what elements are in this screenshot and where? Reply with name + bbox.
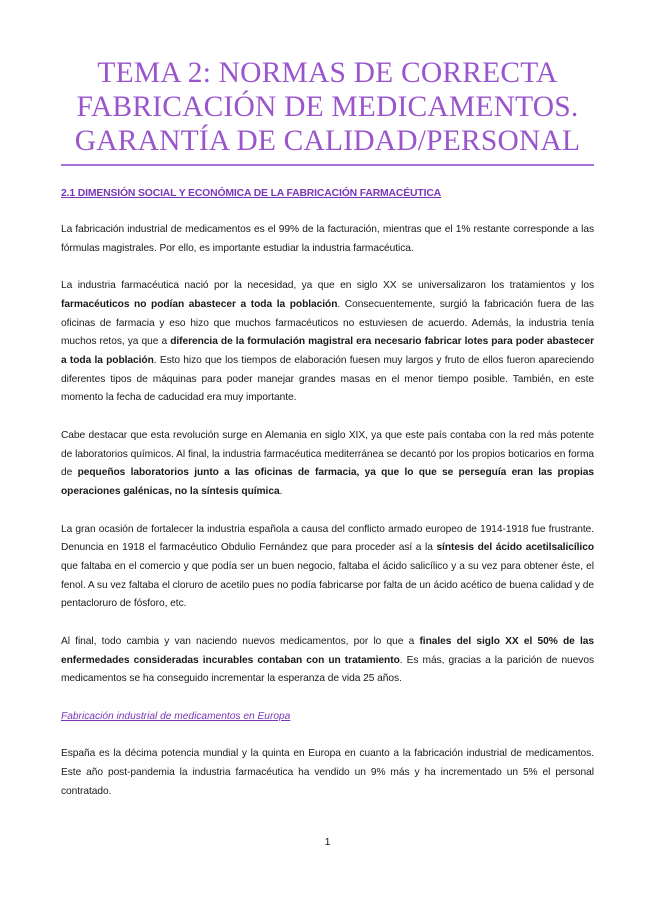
paragraph-1-text: La fabricación industrial de medicamentos es el 99% de la facturación, mientras que el 1% restante corresponde a las fórmulas magistrales. Por ello, es importante estudiar la industria farmacéutica.: [61, 224, 594, 254]
title-line-2: FABRICACIÓN DE MEDICAMENTOS.: [76, 91, 579, 123]
title-line-1: TEMA 2: NORMAS DE CORRECTA: [97, 57, 558, 89]
paragraph-4-text-a: La gran ocasión de fortalecer la industria española a causa del conflicto armado europeo de 1914-1918 fue frustrante. Denuncia en 1918 el farmacéutico Obdulio Fernández que para proceder así a la: [61, 523, 594, 554]
section-heading: 2.1 DIMENSIÓN SOCIAL Y ECONÓMICA DE LA FABRICACIÓN FARMACÉUTICA: [61, 188, 442, 199]
paragraph-5-bold-a: finales del siglo XX el 50% de las enfermedades consideradas incurables contaban con un tratamiento: [61, 635, 594, 666]
paragraph-1: [61, 221, 594, 258]
paragraph-3-bold-a: pequeños laboratorios junto a las oficinas de farmacia, ya que lo que se perseguía eran las propias operaciones galénicas, no la síntesis química: [61, 467, 594, 498]
paragraph-6: [61, 745, 594, 801]
paragraph-5-text-a: Al final, todo cambia y van naciendo nuevos medicamentos, por lo que a: [61, 635, 420, 647]
paragraph-2-text-b: . Consecuentemente, surgió la fabricación fuera de las oficinas de farmacia y eso hizo que muchos farmacéuticos no estuviesen de acuerdo. Además, la industria tenía muchos retos, ya que a: [61, 298, 594, 348]
paragraph-3: [61, 427, 594, 502]
paragraph-5: [61, 633, 594, 689]
paragraph-2-text-a: La industria farmacéutica nació por la necesidad, ya que en siglo XX se universalizaron los tratamientos y los: [61, 280, 594, 292]
paragraph-6-text: España es la décima potencia mundial y la quinta en Europa en cuanto a la fabricación industrial de medicamentos. Este año post-pandemia la industria farmacéutica ha vendido un 9% más y ha incrementado un 5% el personal contratado.: [61, 748, 594, 797]
paragraph-2-bold-a: farmacéuticos no podían abastecer a toda la población: [61, 298, 338, 310]
paragraph-4-text-b: que faltaba en el comercio y que podía ser un buen negocio, faltaba el ácido salicílico y a su vez para obtener éste, el fenol. A su vez faltaba el cloruro de acetilo pues no podía fabricarse por falta de un ácido acético de buena calidad y de pentacloruro de fósforo, etc.: [61, 560, 594, 610]
paragraph-4: [61, 521, 594, 615]
paragraph-5-text-b: . Es más, gracias a la parición de nuevos medicamentos se ha conseguido incrementar la esperanza de vida 25 años.: [61, 654, 594, 685]
document-page: [0, 56, 655, 904]
paragraph-3-text-a: Cabe destacar que esta revolución surge en Alemania en siglo XIX, ya que este país contaba con la red más potente de laboratorios químicos. Al final, la industria farmacéutica mediterránea se decantó por los propios boticarios en forma de: [61, 429, 594, 479]
paragraph-2: [61, 277, 594, 408]
title-divider: [61, 164, 594, 166]
subheading-europe: Fabricación industrial de medicamentos en Europa: [61, 710, 291, 722]
paragraph-2-text-c: . Esto hizo que los tiempos de elaboración fuesen muy largos y fruto de ellos fueron apareciendo diferentes tipos de máquinas para poder manejar grandes masas en el menor tiempo posible. También, en este momento la fecha de caducidad era muy importante.: [61, 355, 594, 404]
page-title: [61, 56, 594, 158]
paragraph-4-bold-a: síntesis del ácido acetilsalicílico: [436, 542, 594, 554]
page-number: 1: [324, 836, 331, 848]
paragraph-2-bold-b: diferencia de la formulación magistral era necesario fabricar lotes para poder abastecer a toda la población: [61, 336, 594, 367]
paragraph-3-text-b: .: [279, 486, 283, 498]
title-line-3: GARANTÍA DE CALIDAD/PERSONAL: [74, 125, 581, 157]
